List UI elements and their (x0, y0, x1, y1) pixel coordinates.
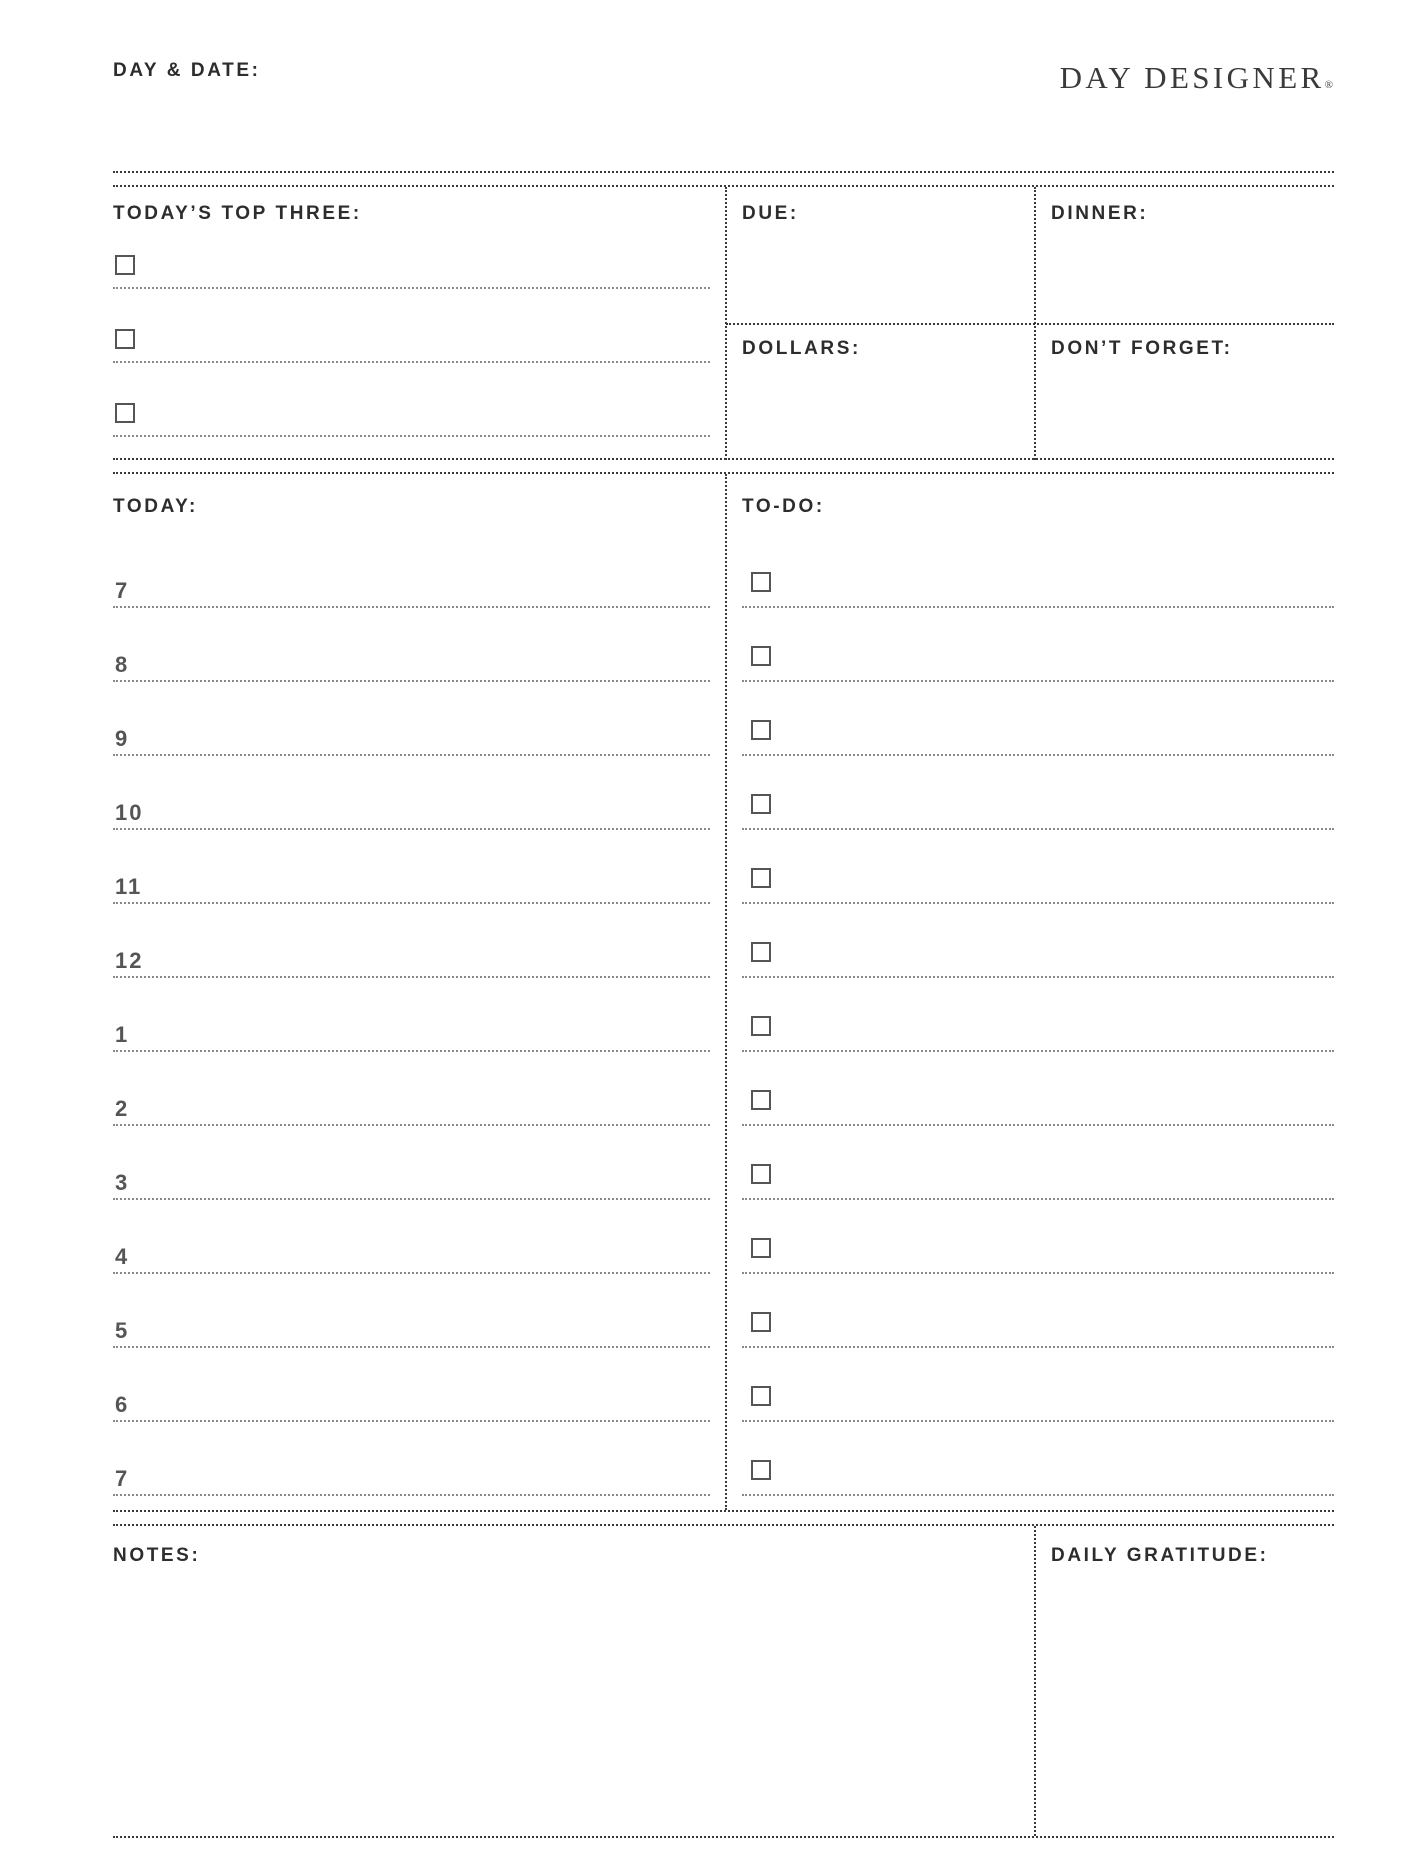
todo-line (742, 1494, 1334, 1496)
hour-label: 6 (115, 1392, 130, 1417)
hour-line (113, 902, 710, 904)
hour-line (113, 1272, 710, 1274)
hour-label: 4 (115, 1244, 130, 1269)
writing-line (113, 287, 710, 289)
hour-label: 9 (115, 726, 130, 751)
hour-line (113, 1050, 710, 1052)
hour-label: 12 (115, 948, 144, 973)
hour-line (113, 680, 710, 682)
hour-line (113, 1420, 710, 1422)
todo-line (742, 1420, 1334, 1422)
dinner-label: DINNER: (1051, 203, 1149, 224)
brand-registered-mark: ® (1324, 79, 1333, 91)
hour-label: 2 (115, 1096, 130, 1121)
dollars-label: DOLLARS: (742, 338, 861, 359)
todo-checkbox[interactable] (751, 1312, 771, 1332)
todo-checkbox[interactable] (751, 794, 771, 814)
todo-checkbox[interactable] (751, 720, 771, 740)
divider (113, 1510, 1334, 1512)
hour-line (113, 754, 710, 756)
todo-line (742, 1050, 1334, 1052)
todo-line (742, 1272, 1334, 1274)
todo-checkbox[interactable] (751, 646, 771, 666)
notes-label: NOTES: (113, 1545, 201, 1566)
day-date-label: DAY & DATE: (113, 60, 261, 81)
top-three-checkbox[interactable] (115, 255, 135, 275)
dont-forget-label: DON’T FORGET: (1051, 338, 1233, 359)
divider (725, 474, 727, 1510)
hour-line (113, 1124, 710, 1126)
divider (113, 185, 1334, 187)
hour-line (113, 1494, 710, 1496)
divider (113, 1836, 1334, 1838)
todo-checkbox[interactable] (751, 1090, 771, 1110)
todo-checkbox[interactable] (751, 1460, 771, 1480)
writing-line (113, 435, 710, 437)
daily-gratitude-label: DAILY GRATITUDE: (1051, 1545, 1269, 1566)
divider (113, 1524, 1334, 1526)
todo-checkbox[interactable] (751, 942, 771, 962)
top-three-checkbox[interactable] (115, 329, 135, 349)
todo-line (742, 754, 1334, 756)
divider (726, 323, 1334, 325)
hour-label: 10 (115, 800, 144, 825)
todo-line (742, 606, 1334, 608)
todo-checkbox[interactable] (751, 1016, 771, 1036)
todo-checkbox[interactable] (751, 572, 771, 592)
todo-label: TO-DO: (742, 496, 825, 517)
hour-line (113, 976, 710, 978)
hour-label: 1 (115, 1022, 130, 1047)
hour-label: 7 (115, 578, 130, 603)
brand-logo (1060, 62, 1333, 93)
divider (1034, 1526, 1036, 1836)
hour-line (113, 606, 710, 608)
hour-label: 11 (115, 874, 143, 899)
divider (113, 458, 1334, 460)
hour-label: 8 (115, 652, 130, 677)
hour-label: 3 (115, 1170, 130, 1195)
todo-line (742, 1198, 1334, 1200)
todo-line (742, 976, 1334, 978)
todo-checkbox[interactable] (751, 1386, 771, 1406)
brand-name: DAY DESIGNER (1059, 60, 1325, 95)
hour-line (113, 1346, 710, 1348)
todo-line (742, 902, 1334, 904)
top-three-checkbox[interactable] (115, 403, 135, 423)
hour-line (113, 1198, 710, 1200)
due-label: DUE: (742, 203, 799, 224)
todo-checkbox[interactable] (751, 868, 771, 888)
todo-checkbox[interactable] (751, 1238, 771, 1258)
top-three-label: TODAY’S TOP THREE: (113, 203, 362, 224)
writing-line (113, 361, 710, 363)
todo-line (742, 828, 1334, 830)
hour-line (113, 828, 710, 830)
todo-line (742, 1346, 1334, 1348)
hour-label: 5 (115, 1318, 130, 1343)
divider (113, 472, 1334, 474)
todo-line (742, 680, 1334, 682)
todo-line (742, 1124, 1334, 1126)
divider (113, 171, 1334, 173)
todo-checkbox[interactable] (751, 1164, 771, 1184)
today-label: TODAY: (113, 496, 198, 517)
hour-label: 7 (115, 1466, 130, 1491)
